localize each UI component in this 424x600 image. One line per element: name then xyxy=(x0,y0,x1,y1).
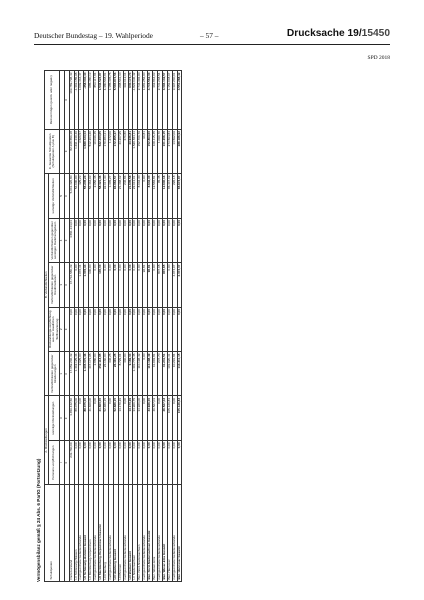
table-cell: 96,81 xyxy=(143,129,148,173)
table-cell: 1.185.305,75 xyxy=(108,71,113,130)
row-label: LO Bremen xyxy=(118,485,123,582)
table-cell: 0,00 xyxy=(143,352,148,396)
table-cell: 685.480,13 xyxy=(89,71,94,130)
table-cell: 1.672,06 xyxy=(108,129,113,173)
table-cell: 0,00 xyxy=(94,440,99,484)
table-cell: 0,00 xyxy=(157,440,162,484)
page-number: – 57 – xyxy=(200,31,219,40)
table-cell: 105.126,83 xyxy=(177,396,182,440)
table-cell: 0,00 xyxy=(69,307,74,351)
table-cell: 33.926,00 xyxy=(138,396,143,440)
table-cell: 14.592,09 xyxy=(172,129,177,173)
row-label: nachgeordnete Gebietsverbände xyxy=(123,485,128,582)
row-label: nachgeordnete Gebietsverbände xyxy=(108,485,113,582)
table-cell: 13.170,29 xyxy=(118,396,123,440)
table-row xyxy=(177,71,182,582)
table-cell: 0,00 xyxy=(118,218,123,262)
table-cell: 100.115,45 xyxy=(153,129,158,173)
row-label: nachgeordnete Gebietsverbände xyxy=(172,485,177,582)
table-cell: 0,00 xyxy=(167,307,172,351)
table-cell: 0,00 xyxy=(84,440,89,484)
table-cell: -358.030,40 xyxy=(84,71,89,130)
table-cell: 0,00 xyxy=(172,307,177,351)
header-rule xyxy=(34,44,390,45)
column-number-cell: 5 xyxy=(59,174,64,219)
unit-cell: € xyxy=(64,71,69,130)
table-cell: 0,00 xyxy=(143,440,148,484)
table-cell: 208.561,10 xyxy=(118,71,123,130)
table-cell: 0,00 xyxy=(148,218,153,262)
head-group-a: A. Rückstellungen xyxy=(45,396,49,485)
unit-cell: € xyxy=(64,218,69,262)
table-cell: 2.925,00 xyxy=(79,352,84,396)
table-cell: 1.526.843,11 xyxy=(133,129,138,173)
col-head: Verbindlichkeiten gegenüber Kreditinstituten xyxy=(49,263,60,307)
table-cell: 0,00 xyxy=(74,307,79,351)
table-cell: 0,00 xyxy=(113,307,118,351)
table-cell: 5.565.874,56 xyxy=(113,71,118,130)
row-label: nachgeordnete Gebietsverbände xyxy=(79,485,84,582)
table-cell: 0,00 xyxy=(167,218,172,262)
document-number xyxy=(287,28,390,39)
column-number-cell: 3 xyxy=(59,263,64,307)
table-cell: 0,00 xyxy=(123,440,128,484)
table-cell: 1.534.524,87 xyxy=(99,71,104,130)
unit-cell: € xyxy=(64,307,69,351)
col-head: Verbindlichkeiten gegenüber Gliederungen xyxy=(49,352,60,396)
table-cell: 1.345,27 xyxy=(108,174,113,219)
column-number-cell: I xyxy=(59,440,64,484)
table-cell: 100,00 xyxy=(89,263,94,307)
col-head: sonstige Verbindlichkeiten xyxy=(49,174,60,219)
table-cell: 4.074,07 xyxy=(172,263,177,307)
document-id: 15450 xyxy=(361,28,390,39)
table-cell: 3.397.240,01 xyxy=(172,71,177,130)
table-cell: 0,00 xyxy=(133,307,138,351)
table-cell: 0,00 xyxy=(89,440,94,484)
table-cell: 237,70 xyxy=(157,352,162,396)
table-cell: 103.020,31 xyxy=(167,352,172,396)
table-cell: 26.491,25 xyxy=(113,352,118,396)
table-cell: 0,00 xyxy=(113,263,118,307)
table-cell: 0,00 xyxy=(113,440,118,484)
table-cell: 0,00 xyxy=(172,396,177,440)
column-number-cell: 1 xyxy=(59,352,64,396)
table-cell: 0,00 xyxy=(108,440,113,484)
table-cell: 52.686,15 xyxy=(113,396,118,440)
table-cell: 0,00 xyxy=(153,440,158,484)
table-cell: 46.527,03 xyxy=(162,396,167,440)
table-cell: 56.464,93 xyxy=(89,174,94,219)
col-head: sonstige Rückstellungen xyxy=(49,396,60,440)
table-cell: 392.612,64 xyxy=(123,71,128,130)
header-left: Deutscher Bundestag – 19. Wahlperiode xyxy=(34,31,153,40)
table-cell: 152.863,60 xyxy=(148,129,153,173)
table-cell: 1.009.364,47 xyxy=(79,71,84,130)
table-cell: 4.715.562,00 xyxy=(148,71,153,130)
table-cell: 0,00 xyxy=(128,440,133,484)
table-cell: 41.660,00 xyxy=(99,396,104,440)
table-cell: 3.659.442,50 xyxy=(69,396,74,440)
table-cell: 288.186,92 xyxy=(177,129,182,173)
row-label: nachgeordnete Gebietsverbände xyxy=(94,485,99,582)
row-label: Bez. Hannover Gesamt xyxy=(177,485,182,582)
table-cell: 33.926,00 xyxy=(148,396,153,440)
table-cell: 88.075,00 xyxy=(74,396,79,440)
column-number-cell: II xyxy=(59,396,64,440)
table-cell: 233.760,00 xyxy=(69,440,74,484)
table-cell: 0,00 xyxy=(108,307,113,351)
table-cell: 0,00 xyxy=(123,396,128,440)
table-cell: 0,00 xyxy=(108,218,113,262)
row-label: LV Schleswig-Holstein xyxy=(74,485,79,582)
table-cell: 54.600,00 xyxy=(74,174,79,219)
row-label: LV Mecklenburg-Vorpommern xyxy=(89,485,94,582)
table-cell: 0,00 xyxy=(103,440,108,484)
unit-cell: € xyxy=(64,174,69,219)
document-prefix: Drucksache 19/ xyxy=(286,28,362,39)
table-cell: 0,00 xyxy=(143,307,148,351)
table-cell: 512.264,20 xyxy=(89,129,94,173)
table-cell: 0,00 xyxy=(177,307,182,351)
table-cell: 2.734.306,00 xyxy=(138,71,143,130)
table-cell: 0,00 xyxy=(162,307,167,351)
table-cell: 0,00 xyxy=(74,440,79,484)
col-head: Pensions-verpflichtungen xyxy=(49,440,60,484)
table-cell: 0,00 xyxy=(108,396,113,440)
table-cell: 236,86 xyxy=(123,174,128,219)
table-cell: 0,00 xyxy=(89,218,94,262)
table-cell: 101.206,15 xyxy=(162,129,167,173)
table-cell: 807,65 xyxy=(162,263,167,307)
table-cell: 0,00 xyxy=(153,218,158,262)
table-cell: 0,00 xyxy=(162,218,167,262)
unit-cell: € xyxy=(64,352,69,396)
head-schuldposten: Schuldposten xyxy=(45,485,60,582)
table-cell: 55.245,23 xyxy=(84,174,89,219)
unit-cell: € xyxy=(64,396,69,440)
row-label: LV Niedersachsen xyxy=(133,485,138,582)
unit-cell: € xyxy=(64,263,69,307)
table-caption: Vermögensbilanz gemäß § 24 Abs. 6 PartG (Fortsetzung) xyxy=(36,458,41,582)
column-number-cell: 4 xyxy=(59,218,64,262)
unit-cell: € xyxy=(64,129,69,173)
table-cell: 103.789.798,43 xyxy=(69,71,74,130)
table-cell: 0,00 xyxy=(123,218,128,262)
table-cell: 96,81 xyxy=(148,263,153,307)
table-cell: 440,00 xyxy=(123,352,128,396)
row-label: Bez. Weser-Ems xyxy=(153,485,158,582)
table-cell: 336,25 xyxy=(108,352,113,396)
table-cell: 26.160,00 xyxy=(103,352,108,396)
unit-cell: € xyxy=(64,440,69,484)
table-cell: 0,00 xyxy=(148,440,153,484)
table-cell: 0,00 xyxy=(177,440,182,484)
table-cell: 0,00 xyxy=(99,218,104,262)
table-cell: 600.173,74 xyxy=(128,71,133,130)
row-label: Bez. Hannover xyxy=(167,485,172,582)
table-cell: 0,00 xyxy=(157,218,162,262)
table-cell: 33.966,75 xyxy=(133,396,138,440)
table-cell: 93.962,57 xyxy=(113,174,118,219)
table-cell: 41.660,00 xyxy=(89,396,94,440)
table-cell: 8.642,30 xyxy=(148,174,153,219)
rotated-table-area xyxy=(38,70,390,582)
table-cell: -1.363.155,95 xyxy=(74,71,79,130)
col-head: Verbindlichkeiten gegenüber sonstigen Darlehensgebern xyxy=(49,218,60,262)
table-cell: 0,00 xyxy=(113,218,118,262)
table-cell: 0,00 xyxy=(133,440,138,484)
table-cell: 0,00 xyxy=(99,307,104,351)
table-cell: 170.683,21 xyxy=(103,129,108,173)
row-label: Parteivorstand xyxy=(69,485,74,582)
table-cell: 41.003,81 xyxy=(153,352,158,396)
table-cell: 807,65 xyxy=(157,263,162,307)
table-cell: 0,00 xyxy=(103,263,108,307)
row-label: LV Schleswig-Holstein Gesamt xyxy=(84,485,89,582)
table-cell: 88.075,00 xyxy=(84,396,89,440)
table-cell: 65.673,87 xyxy=(177,174,182,219)
section-label: SPD 2018 xyxy=(367,55,390,61)
table-cell: 0,00 xyxy=(94,396,99,440)
table-cell: 4.380.568,81 xyxy=(103,71,108,130)
table-cell: 0,00 xyxy=(167,440,172,484)
table-cell: 52.686,15 xyxy=(103,396,108,440)
table-cell: 0,00 xyxy=(128,218,133,262)
table-cell: 0,00 xyxy=(157,307,162,351)
table-cell: 82.368.556,18 xyxy=(69,129,74,173)
table-cell: 172.355,27 xyxy=(113,129,118,173)
table-cell: 1.589.723,03 xyxy=(84,129,89,173)
table-cell: 10.291,84 xyxy=(172,352,177,396)
table-cell: 3.526,57 xyxy=(79,129,84,173)
table-cell: 1.442.125,46 xyxy=(74,352,79,396)
table-cell: 273.594,83 xyxy=(167,129,172,173)
table-cell: 47.716.580,39 xyxy=(69,263,74,307)
table-cell: 21.605,58 xyxy=(128,174,133,219)
table-cell: 226,18 xyxy=(172,174,177,219)
table-cell: 0,00 xyxy=(138,307,143,351)
table-cell: 447.173,95 xyxy=(89,352,94,396)
column-number-cell: 2 xyxy=(59,307,64,351)
table-cell: 0,00 xyxy=(138,218,143,262)
table-cell: 21.368,62 xyxy=(118,174,123,219)
table-cell: 1.445.070,46 xyxy=(84,352,89,396)
table-cell: 0,00 xyxy=(74,218,79,262)
table-cell: 853.117,84 xyxy=(94,71,99,130)
table-cell: 0,00 xyxy=(143,218,148,262)
table-cell: 4.551.144,03 xyxy=(69,218,74,262)
table-cell: 110.198,49 xyxy=(138,352,143,396)
table-cell: 0,00 xyxy=(108,263,113,307)
table-cell: 13.170,29 xyxy=(128,396,133,440)
table-cell: 58.421,36 xyxy=(99,174,104,219)
row-label: nachgeordnete Gebietsverbände xyxy=(157,485,162,582)
head-group-b: B. Verbindlichkeiten xyxy=(45,174,49,396)
table-cell: 0,00 xyxy=(74,263,79,307)
table-cell: 0,00 xyxy=(143,396,148,440)
table-cell: 96,81 xyxy=(143,263,148,307)
table-cell: 41.241,51 xyxy=(162,352,167,396)
table-cell: 0,00 xyxy=(103,307,108,351)
table-cell: 22.613,01 xyxy=(133,174,138,219)
table-cell: 1.981.256,00 xyxy=(143,71,148,130)
table-cell: 12.584,81 xyxy=(153,174,158,219)
table-cell: 1.403.775,45 xyxy=(133,352,138,396)
table-cell: 17.659.206,39 xyxy=(69,352,74,396)
table-cell: 9.169,04 xyxy=(128,352,133,396)
row-label: LV Mecklenburg-Vorpommern Gesamt xyxy=(99,485,104,582)
table-cell: 0,00 xyxy=(118,440,123,484)
table-cell: 100,00 xyxy=(99,263,104,307)
table-cell: 0,00 xyxy=(118,307,123,351)
row-label: LO Bremen Gesamt xyxy=(128,485,133,582)
head-reinvermoegen: Reinvermögen (positiv oder negativ) xyxy=(45,71,60,130)
table-cell: 43.267,95 xyxy=(118,129,123,173)
row-label: Bez. Nord-Niedersachsen xyxy=(138,485,143,582)
table-cell: 10.036,45 xyxy=(94,129,99,173)
table-cell: 0,00 xyxy=(153,263,158,307)
col-head: Rückzahlungs-verpflichtung aus der staatlichen Teilfinanzierung xyxy=(49,307,60,351)
table-cell: 0,00 xyxy=(79,440,84,484)
table-cell: 0,00 xyxy=(79,218,84,262)
table-cell: 0,00 xyxy=(138,263,143,307)
table-cell: 12.630,16 xyxy=(162,174,167,219)
table-cell: 43.936,81 xyxy=(128,129,133,173)
table-cell: 45,35 xyxy=(157,174,162,219)
table-cell: 0,00 xyxy=(123,263,128,307)
table-cell: 425,23 xyxy=(79,174,84,219)
table-cell: 0,00 xyxy=(79,396,84,440)
table-cell: 0,00 xyxy=(89,307,94,351)
table-cell: 113.311,15 xyxy=(177,352,182,396)
table-cell: 0,00 xyxy=(167,263,172,307)
table-cell: 8.729,04 xyxy=(118,352,123,396)
table-cell: -1.822.636,42 xyxy=(133,71,138,130)
row-label: Bez. Nord-Niedersachsen Gesamt xyxy=(148,485,153,582)
table-cell: 676,86 xyxy=(123,129,128,173)
table-cell: 0,00 xyxy=(128,263,133,307)
table-cell: 152.766,79 xyxy=(138,129,143,173)
table-cell: 0,00 xyxy=(128,307,133,351)
table-cell: 1.691.130,46 xyxy=(74,129,79,173)
table-cell: 0,00 xyxy=(172,440,177,484)
head-c: C. Gesamte Schuldposten (Schuldposten A plus B) xyxy=(45,129,60,173)
table-cell: 0,00 xyxy=(177,218,182,262)
table-cell: 0,00 xyxy=(94,263,99,307)
table-cell: 0,00 xyxy=(84,218,89,262)
table-cell: 1.090,70 xyxy=(157,129,162,173)
balance-table xyxy=(44,70,182,582)
table-cell: 0,00 xyxy=(133,218,138,262)
table-cell: 92.617,30 xyxy=(103,174,108,219)
table-cell: 65.447,69 xyxy=(167,174,172,219)
rotated-table xyxy=(38,70,390,582)
row-label: Bez. Weser-Ems Gesamt xyxy=(162,485,167,582)
table-cell: 522.300,65 xyxy=(99,129,104,173)
table-cell: 0,00 xyxy=(162,440,167,484)
table-cell: 105.126,83 xyxy=(167,396,172,440)
table-cell: 1.076,34 xyxy=(84,263,89,307)
table-cell: 4.074,07 xyxy=(177,263,182,307)
table-cell: 0,00 xyxy=(84,307,89,351)
table-cell: 8.642,30 xyxy=(138,174,143,219)
table-cell: 0,00 xyxy=(157,396,162,440)
table-cell: 1.153.048,67 xyxy=(167,71,172,130)
table-cell: 4.551.288,42 xyxy=(177,71,182,130)
table-cell: 0,00 xyxy=(79,307,84,351)
table-cell: 0,00 xyxy=(94,307,99,351)
table-cell: 2.956,45 xyxy=(94,174,99,219)
table-cell: 0,00 xyxy=(103,218,108,262)
table-cell: 0,00 xyxy=(94,218,99,262)
table-cell: 0,00 xyxy=(99,440,104,484)
row-label: nachgeordnete Gebietsverbände xyxy=(143,485,148,582)
table-cell: 362.864,03 xyxy=(153,71,158,130)
table-cell: 0,00 xyxy=(148,307,153,351)
table-cell: 452.113,95 xyxy=(99,352,104,396)
table-cell: 0,00 xyxy=(118,263,123,307)
table-cell: 0,00 xyxy=(138,440,143,484)
table-cell: 0,00 xyxy=(172,218,177,262)
table-cell: 0,00 xyxy=(153,307,158,351)
table-cell: 110.198,49 xyxy=(148,352,153,396)
table-cell: 0,00 xyxy=(133,263,138,307)
table-cell: 0,00 xyxy=(143,174,148,219)
table-cell: 5.641.326,80 xyxy=(69,174,74,219)
table-cell: 1.076,34 xyxy=(79,263,84,307)
table-cell: 0,00 xyxy=(123,307,128,351)
table-cell: 3.094.132,57 xyxy=(162,71,167,130)
table-cell: 2.880,00 xyxy=(94,352,99,396)
table-cell: 2.731.268,54 xyxy=(157,71,162,130)
row-label: LO Hamburg Gesamt xyxy=(113,485,118,582)
row-label: LO Hamburg xyxy=(103,485,108,582)
table-cell: 46.527,03 xyxy=(153,396,158,440)
